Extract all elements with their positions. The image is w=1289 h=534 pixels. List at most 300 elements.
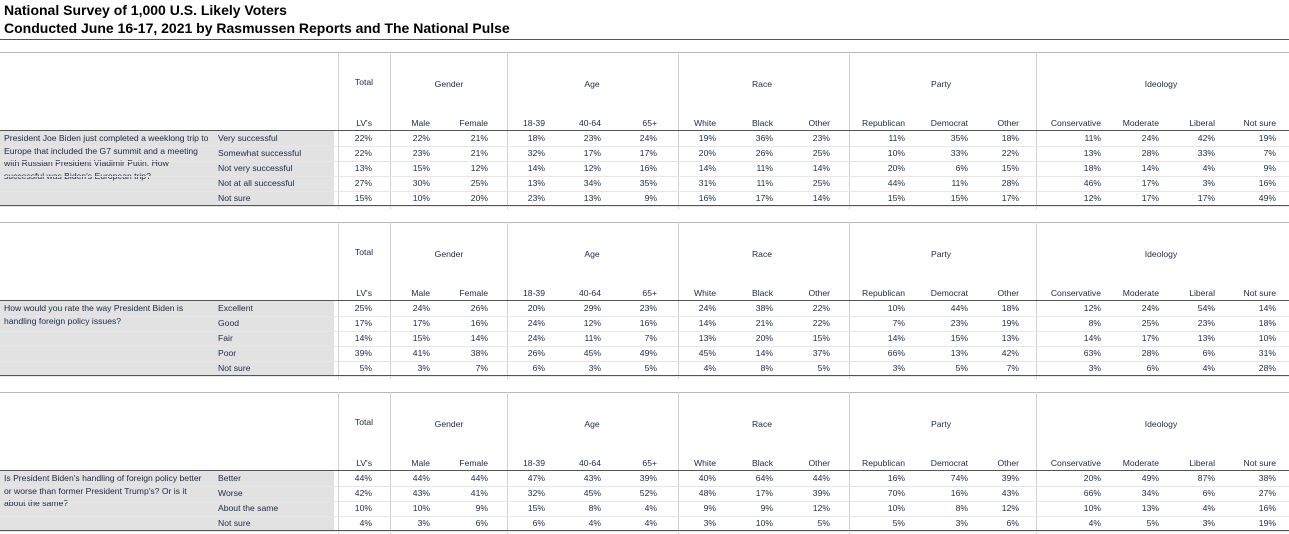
group-header: Ideology <box>1144 79 1178 89</box>
table-cell: 15% <box>887 193 905 203</box>
column-header: Moderate <box>1122 458 1159 468</box>
column-header: 18-39 <box>523 288 545 298</box>
answer-label: Worse <box>218 488 243 498</box>
answer-label: Good <box>218 318 240 328</box>
table-cell: 16% <box>639 163 657 173</box>
table-cell: 10% <box>412 193 430 203</box>
table-cell: 66% <box>1083 488 1101 498</box>
group-header: Ideology <box>1144 419 1178 429</box>
table-cell: 34% <box>583 178 601 188</box>
table-cell: 19% <box>1001 318 1019 328</box>
table-cell: 16% <box>639 318 657 328</box>
table-cell: 43% <box>1001 488 1019 498</box>
table-cell: 18% <box>1258 318 1276 328</box>
column-header: Male <box>411 458 430 468</box>
answer-label: Better <box>218 473 241 483</box>
table-cell: 11% <box>951 178 968 188</box>
table-cell: 36% <box>755 133 773 143</box>
survey-subtitle: Conducted June 16-17, 2021 by Rasmussen Reports and The National Pulse <box>4 20 510 36</box>
table-cell: 10% <box>887 148 905 158</box>
table-cell: 14% <box>887 333 905 343</box>
column-divider <box>390 392 391 534</box>
table-cell: 13% <box>583 193 601 203</box>
section-bottom-line <box>0 530 1289 531</box>
table-cell: 34% <box>1141 488 1159 498</box>
table-cell: 41% <box>470 488 488 498</box>
table-cell: 23% <box>1197 318 1215 328</box>
table-cell: 12% <box>812 503 830 513</box>
table-cell: 5% <box>817 518 830 528</box>
table-cell: 13% <box>527 178 545 188</box>
table-cell: 48% <box>698 488 716 498</box>
table-cell: 15% <box>412 163 430 173</box>
table-cell: 15% <box>950 333 968 343</box>
table-cell: 8% <box>588 503 601 513</box>
group-header: Age <box>584 79 600 89</box>
group-header: Party <box>930 79 952 89</box>
table-cell: 15% <box>950 193 968 203</box>
table-cell: 4% <box>359 518 372 528</box>
table-cell: 11% <box>756 163 773 173</box>
table-cell: 6% <box>1202 488 1215 498</box>
table-cell: 23% <box>527 193 545 203</box>
table-cell: 17% <box>1141 193 1159 203</box>
table-cell: 25% <box>1141 318 1159 328</box>
table-cell: 3% <box>1202 178 1215 188</box>
table-cell: 10% <box>755 518 773 528</box>
row-divider <box>0 516 1289 517</box>
table-cell: 27% <box>1258 488 1276 498</box>
table-cell: 38% <box>470 348 488 358</box>
title-divider <box>0 39 1289 40</box>
table-cell: 35% <box>639 178 657 188</box>
column-header: Democrat <box>930 458 968 468</box>
column-header: Other <box>997 458 1019 468</box>
table-cell: 4% <box>1202 163 1215 173</box>
table-cell: 6% <box>955 163 968 173</box>
column-header: Black <box>751 458 773 468</box>
column-header: Republican <box>862 118 905 128</box>
column-header: Male <box>411 288 430 298</box>
table-cell: 15% <box>1001 163 1019 173</box>
table-cell: 4% <box>644 518 657 528</box>
question-text: How would you rate the way President Biden is handling foreign policy issues? <box>4 303 184 326</box>
table-cell: 14% <box>354 333 372 343</box>
table-cell: 17% <box>755 488 773 498</box>
column-header: Moderate <box>1122 118 1159 128</box>
table-cell: 24% <box>1141 303 1159 313</box>
table-cell: 11% <box>756 178 773 188</box>
table-cell: 44% <box>812 473 830 483</box>
table-cell: 25% <box>812 148 830 158</box>
group-header: Gender <box>434 79 464 89</box>
column-header: 18-39 <box>523 458 545 468</box>
table-cell: 3% <box>955 518 968 528</box>
table-cell: 17% <box>583 148 601 158</box>
table-cell: 6% <box>1146 363 1159 373</box>
table-cell: 14% <box>698 163 716 173</box>
table-cell: 7% <box>1263 148 1276 158</box>
table-cell: 17% <box>639 148 657 158</box>
group-header: Age <box>584 249 600 259</box>
table-cell: 11% <box>584 333 601 343</box>
column-header: Female <box>459 288 488 298</box>
table-cell: 49% <box>1141 473 1159 483</box>
table-cell: 10% <box>412 503 430 513</box>
row-divider <box>0 531 1289 532</box>
table-cell: 22% <box>412 133 430 143</box>
table-cell: 14% <box>812 193 830 203</box>
table-cell: 22% <box>812 303 830 313</box>
column-header: 65+ <box>642 288 657 298</box>
question-text: Is President Biden's handling of foreign policy better or worse than former President Trump's? Or is it about the same? <box>4 473 202 508</box>
column-header: Conservative <box>1050 288 1101 298</box>
table-cell: 19% <box>1258 133 1276 143</box>
column-header: 40-64 <box>579 288 601 298</box>
table-cell: 21% <box>470 133 488 143</box>
table-cell: 12% <box>583 318 601 328</box>
table-cell: 28% <box>1141 148 1159 158</box>
group-header: Age <box>584 419 600 429</box>
answer-label: Not sure <box>218 193 251 203</box>
table-cell: 14% <box>698 318 716 328</box>
column-header: Democrat <box>930 288 968 298</box>
table-cell: 14% <box>1141 163 1159 173</box>
table-cell: 22% <box>1001 148 1019 158</box>
table-cell: 70% <box>887 488 905 498</box>
column-header: Democrat <box>930 118 968 128</box>
column-header: Liberal <box>1189 118 1215 128</box>
table-cell: 17% <box>1001 193 1019 203</box>
table-cell: 4% <box>588 518 601 528</box>
column-header: Other <box>808 458 830 468</box>
table-cell: 24% <box>1141 133 1159 143</box>
table-cell: 13% <box>1197 333 1215 343</box>
table-cell: 43% <box>583 473 601 483</box>
section-top-line <box>0 222 1289 223</box>
table-cell: 9% <box>1263 163 1276 173</box>
table-cell: 16% <box>950 488 968 498</box>
table-cell: 10% <box>887 503 905 513</box>
answer-label: About the same <box>218 503 279 513</box>
table-cell: 54% <box>1197 303 1215 313</box>
table-cell: 6% <box>532 363 545 373</box>
table-cell: 45% <box>583 348 601 358</box>
table-cell: 44% <box>887 178 905 188</box>
row-divider <box>0 361 1289 362</box>
table-cell: 9% <box>703 503 716 513</box>
table-cell: 8% <box>760 363 773 373</box>
table-cell: 64% <box>755 473 773 483</box>
table-cell: 24% <box>698 303 716 313</box>
table-cell: 9% <box>475 503 488 513</box>
table-cell: 28% <box>1258 363 1276 373</box>
table-cell: 15% <box>812 333 830 343</box>
column-header: Conservative <box>1050 118 1101 128</box>
table-cell: 13% <box>950 348 968 358</box>
answer-label: Fair <box>218 333 233 343</box>
column-header: Black <box>751 118 773 128</box>
group-header: Party <box>930 249 952 259</box>
row-divider <box>0 146 1289 147</box>
column-header: Moderate <box>1122 288 1159 298</box>
table-cell: 15% <box>527 503 545 513</box>
group-header: Ideology <box>1144 249 1178 259</box>
table-cell: 42% <box>1001 348 1019 358</box>
table-cell: 21% <box>470 148 488 158</box>
table-cell: 20% <box>470 193 488 203</box>
table-cell: 18% <box>1001 303 1019 313</box>
row-divider <box>0 331 1289 332</box>
column-header: Female <box>459 118 488 128</box>
table-cell: 20% <box>1083 473 1101 483</box>
column-header: Other <box>997 288 1019 298</box>
table-cell: 30% <box>412 178 430 188</box>
table-cell: 5% <box>1146 518 1159 528</box>
table-cell: 24% <box>412 303 430 313</box>
table-cell: 20% <box>887 163 905 173</box>
table-cell: 38% <box>755 303 773 313</box>
table-cell: 14% <box>812 163 830 173</box>
table-cell: 25% <box>470 178 488 188</box>
section-top-line <box>0 52 1289 53</box>
table-cell: 3% <box>1088 363 1101 373</box>
table-cell: 3% <box>417 518 430 528</box>
table-cell: 13% <box>1001 333 1019 343</box>
table-cell: 3% <box>703 518 716 528</box>
table-cell: 6% <box>1202 348 1215 358</box>
table-cell: 28% <box>1141 348 1159 358</box>
table-cell: 4% <box>1088 518 1101 528</box>
table-cell: 31% <box>1258 348 1276 358</box>
table-cell: 32% <box>527 148 545 158</box>
table-cell: 8% <box>1088 318 1101 328</box>
table-cell: 6% <box>1006 518 1019 528</box>
row-divider <box>0 206 1289 207</box>
table-cell: 13% <box>1083 148 1101 158</box>
table-cell: 74% <box>950 473 968 483</box>
table-cell: 12% <box>470 163 488 173</box>
table-cell: 6% <box>475 518 488 528</box>
table-cell: 5% <box>644 363 657 373</box>
table-cell: 12% <box>1001 503 1019 513</box>
table-cell: 16% <box>1258 503 1276 513</box>
table-cell: 13% <box>1141 503 1159 513</box>
table-cell: 15% <box>412 333 430 343</box>
table-cell: 39% <box>1001 473 1019 483</box>
table-cell: 14% <box>527 163 545 173</box>
table-cell: 44% <box>412 473 430 483</box>
column-header: Conservative <box>1050 458 1101 468</box>
row-divider <box>0 316 1289 317</box>
table-cell: 12% <box>1083 193 1101 203</box>
table-cell: 10% <box>354 503 372 513</box>
survey-title: National Survey of 1,000 U.S. Likely Voters <box>4 2 287 18</box>
table-cell: 19% <box>698 133 716 143</box>
table-cell: 17% <box>412 318 430 328</box>
table-cell: 28% <box>1001 178 1019 188</box>
table-cell: 5% <box>892 518 905 528</box>
column-header: White <box>694 458 716 468</box>
group-header: Total <box>354 247 374 257</box>
column-header: Male <box>411 118 430 128</box>
group-header: Race <box>751 419 773 429</box>
column-header: 40-64 <box>579 118 601 128</box>
table-cell: 3% <box>1202 518 1215 528</box>
section-bottom-line <box>0 205 1289 206</box>
column-header: White <box>694 118 716 128</box>
table-cell: 10% <box>1258 333 1276 343</box>
table-cell: 66% <box>887 348 905 358</box>
table-cell: 35% <box>950 133 968 143</box>
table-cell: 4% <box>1202 503 1215 513</box>
group-header: Gender <box>434 249 464 259</box>
table-cell: 63% <box>1083 348 1101 358</box>
table-cell: 4% <box>703 363 716 373</box>
group-header: Gender <box>434 419 464 429</box>
row-divider <box>0 501 1289 502</box>
table-cell: 19% <box>1258 518 1276 528</box>
table-cell: 17% <box>1141 178 1159 188</box>
table-cell: 24% <box>639 133 657 143</box>
table-cell: 7% <box>1006 363 1019 373</box>
column-header: 65+ <box>642 458 657 468</box>
table-cell: 12% <box>1083 303 1101 313</box>
section-bottom-line <box>0 375 1289 376</box>
column-header: LV's <box>356 288 372 298</box>
row-divider <box>0 346 1289 347</box>
table-cell: 17% <box>755 193 773 203</box>
column-header: LV's <box>356 118 372 128</box>
table-cell: 44% <box>354 473 372 483</box>
table-cell: 14% <box>1258 303 1276 313</box>
table-cell: 42% <box>1197 133 1215 143</box>
column-header: Other <box>808 288 830 298</box>
row-divider <box>0 161 1289 162</box>
table-cell: 4% <box>644 503 657 513</box>
table-cell: 26% <box>755 148 773 158</box>
table-cell: 17% <box>1141 333 1159 343</box>
column-divider <box>1036 392 1037 534</box>
table-cell: 23% <box>639 303 657 313</box>
table-cell: 87% <box>1197 473 1215 483</box>
column-header: Black <box>751 288 773 298</box>
answer-label: Excellent <box>218 303 253 313</box>
header-divider <box>0 470 1289 471</box>
table-cell: 17% <box>354 318 372 328</box>
column-divider <box>678 392 679 534</box>
table-cell: 22% <box>354 133 372 143</box>
table-cell: 14% <box>470 333 488 343</box>
table-cell: 5% <box>359 363 372 373</box>
table-cell: 49% <box>639 348 657 358</box>
table-cell: 26% <box>527 348 545 358</box>
column-header: Republican <box>862 288 905 298</box>
group-header: Party <box>930 419 952 429</box>
table-cell: 16% <box>698 193 716 203</box>
table-cell: 20% <box>755 333 773 343</box>
table-cell: 32% <box>527 488 545 498</box>
table-cell: 7% <box>644 333 657 343</box>
table-cell: 49% <box>1258 193 1276 203</box>
table-cell: 27% <box>354 178 372 188</box>
table-cell: 52% <box>639 488 657 498</box>
column-header: Other <box>997 118 1019 128</box>
column-divider <box>507 392 508 534</box>
table-cell: 16% <box>1258 178 1276 188</box>
table-cell: 3% <box>417 363 430 373</box>
column-header: 18-39 <box>523 118 545 128</box>
table-cell: 9% <box>644 193 657 203</box>
column-header: LV's <box>356 458 372 468</box>
group-header: Total <box>354 417 374 427</box>
table-cell: 4% <box>1202 363 1215 373</box>
table-cell: 20% <box>527 303 545 313</box>
table-cell: 38% <box>1258 473 1276 483</box>
row-divider <box>0 376 1289 377</box>
table-cell: 44% <box>950 303 968 313</box>
table-cell: 21% <box>755 318 773 328</box>
table-cell: 43% <box>412 488 430 498</box>
table-cell: 18% <box>1083 163 1101 173</box>
table-cell: 44% <box>470 473 488 483</box>
table-cell: 31% <box>698 178 716 188</box>
table-cell: 10% <box>1083 503 1101 513</box>
table-cell: 29% <box>583 303 601 313</box>
answer-label: Not at all successful <box>218 178 295 188</box>
table-cell: 23% <box>412 148 430 158</box>
table-cell: 41% <box>412 348 430 358</box>
answer-label: Very successful <box>218 133 278 143</box>
table-cell: 24% <box>527 333 545 343</box>
table-cell: 40% <box>698 473 716 483</box>
table-cell: 15% <box>354 193 372 203</box>
table-cell: 8% <box>955 503 968 513</box>
answer-label: Not sure <box>218 518 251 528</box>
table-cell: 10% <box>887 303 905 313</box>
table-cell: 47% <box>527 473 545 483</box>
answer-label: Somewhat successful <box>218 148 302 158</box>
column-header: Republican <box>862 458 905 468</box>
header-divider <box>0 130 1289 131</box>
section-top-line <box>0 392 1289 393</box>
table-cell: 42% <box>354 488 372 498</box>
table-cell: 33% <box>1197 148 1215 158</box>
table-cell: 25% <box>812 178 830 188</box>
table-cell: 23% <box>950 318 968 328</box>
row-divider <box>0 191 1289 192</box>
table-cell: 9% <box>760 503 773 513</box>
group-header: Total <box>354 77 374 87</box>
table-cell: 14% <box>755 348 773 358</box>
answer-label: Not very successful <box>218 163 293 173</box>
column-header: Not sure <box>1243 288 1276 298</box>
table-cell: 39% <box>812 488 830 498</box>
column-header: Not sure <box>1243 458 1276 468</box>
group-header: Race <box>751 249 773 259</box>
table-cell: 14% <box>1083 333 1101 343</box>
column-header: 40-64 <box>579 458 601 468</box>
table-cell: 22% <box>812 318 830 328</box>
table-cell: 18% <box>1001 133 1019 143</box>
table-cell: 46% <box>1083 178 1101 188</box>
table-cell: 16% <box>470 318 488 328</box>
answer-label: Poor <box>218 348 237 358</box>
column-header: Not sure <box>1243 118 1276 128</box>
table-cell: 25% <box>354 303 372 313</box>
table-cell: 7% <box>892 318 905 328</box>
table-cell: 18% <box>527 133 545 143</box>
